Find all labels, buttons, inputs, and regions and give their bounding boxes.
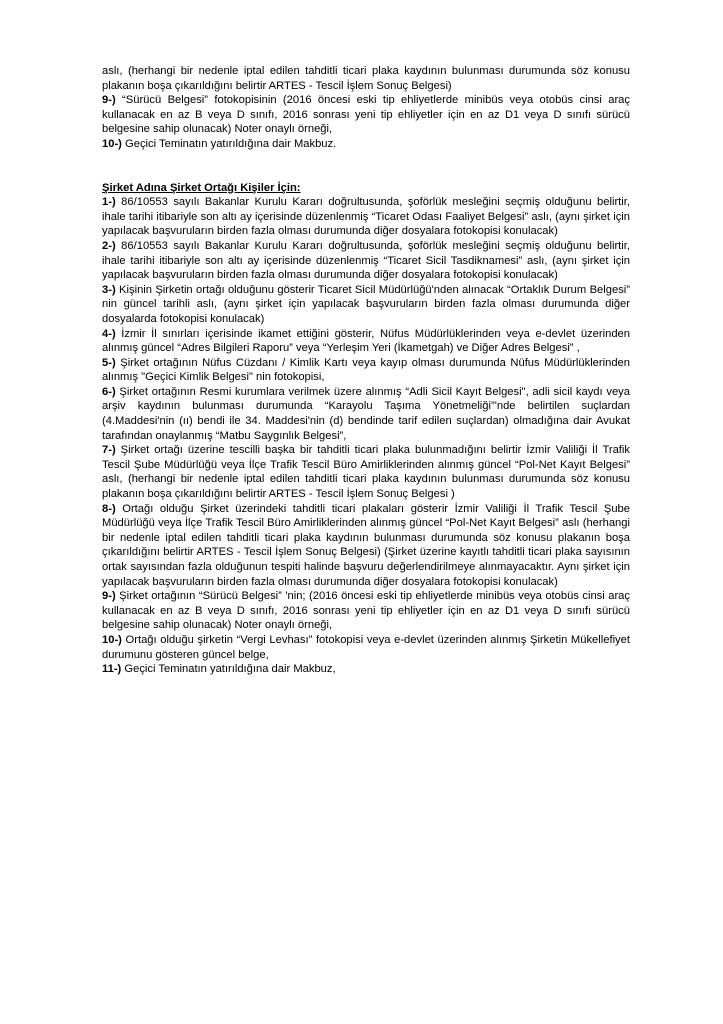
list-item <box>102 385 630 443</box>
item-number: 10-) <box>102 137 122 150</box>
item-text: Geçici Teminatın yatırıldığına dair Makbuz. <box>121 137 337 150</box>
list-item <box>102 283 630 327</box>
list-item <box>102 662 630 677</box>
list-item <box>102 356 630 385</box>
item-number: 11-) <box>102 663 122 676</box>
item-text: Şirket ortağının Resmi kurumlara verilmek üzere alınmış “Adli Sicil Kayıt Belgesi", adli sicil kaydı veya arşiv kaydının bulunması durumunda “Karayolu Taşıma Yönetmeliği”'nde belirtilen suçlardan (4.Maddesi'nin (ıı) bendi ile 34. Maddesi'nin (d) bendinde tarif edilen suçlardan) olmadığına dair Avukat tarafından onaylanmış “Matbu Saygınlık Belgesi”, <box>102 385 630 442</box>
item-number: 3-) <box>102 283 116 296</box>
item-number: 4-) <box>102 327 116 340</box>
item-number: 2-) <box>102 239 116 252</box>
document-page <box>102 64 630 677</box>
item-text: Geçici Teminatın yatırıldığına dair Makbuz, <box>121 663 336 676</box>
list-item <box>102 589 630 633</box>
item-text: 86/10553 sayılı Bakanlar Kurulu Kararı doğrultusunda, şoförlük mesleğini seçmiş olduğunu belirtir, ihale tarihi itibariyle son altı ay içerisinde düzenlenmiş “Ticaret Sicil Tasdiknamesi” aslı, (aynı şirket için yapılacak başvuruların birden fazla olması durumunda diğer dosyalara fotokopisi konulacak) <box>102 239 630 282</box>
item-text: 86/10553 sayılı Bakanlar Kurulu Kararı doğrultusunda, şoförlük mesleğini seçmiş olduğunu belirtir, ihale tarihi itibariyle son altı ay içerisinde düzenlenmiş “Ticaret Odası Faaliyet Belgesi” aslı, (aynı şirket için yapılacak başvuruların birden fazla olması durumunda diğer dosyalara fotokopisi konulacak) <box>102 196 630 238</box>
item-number: 1-) <box>102 196 116 209</box>
section-heading: Şirket Adına Şirket Ortağı Kişiler İçin: <box>102 181 301 194</box>
list-item <box>102 443 630 501</box>
list-item <box>102 195 630 239</box>
item-text: Ortağı olduğu Şirket üzerindeki tahditli ticari plakaları gösterir İzmir Valiliği İl Trafik Tescil Şube Müdürlüğü veya İlçe Trafik Tescil Büro Amirliklerinden alınmış güncel “Pol-Net Kayıt Belgesi” aslı (herhangi bir nedenle iptal edilen tahditli ticari plaka kaydının bulunması durumunda söz konusu plakanın boşa çıkarıldığını belirtir ARTES - Tescil İşlem Sonuç Belgesi) (Şirket üzerine kayıtlı tahditli ticari plaka sayısının ortak sayısından fazla olduğunun tespiti halinde başvuru değerlendirilmeye alınmayacaktır. Aynı şirket için yapılacak başvuruların birden fazla olması durumunda diğer dosyalara fotokopisi konulacak) <box>102 502 630 588</box>
section-list <box>102 195 630 677</box>
list-item <box>102 502 630 590</box>
item-number: 10-) <box>102 633 122 646</box>
item-text: Şirket ortağı üzerine tescilli başka bir tahditli ticari plaka bulunmadığını belirtir İzmir Valiliği İl Trafik Tescil Şube Müdürlüğü veya İlçe Trafik Tescil Büro Amirliklerinden alınmış güncel “Pol-Net Kayıt Belgesi” aslı, (herhangi bir nedenle iptal edilen tahditli ticari plaka kaydının bulunması durumunda söz konusu plakanın boşa çıkarıldığını belirtir ARTES - Tescil İşlem Sonuç Belgesi ) <box>102 444 630 501</box>
list-item <box>102 633 630 662</box>
item-text: Şirket ortağının “Sürücü Belgesi” 'nin; (2016 öncesi eski tip ehliyetlerde minibüs veya otobüs cinsi araç kullanacak en az B veya D sınıfı, 2016 sonrası yeni tip ehliyetler için en az D1 veya D sınıfı sürücü belgesine sahip olunacak) Noter onaylı örneği, <box>102 590 630 632</box>
list-item <box>102 327 630 356</box>
spacer <box>102 152 630 181</box>
item-number: 7-) <box>102 444 116 457</box>
item-number: 6-) <box>102 385 116 398</box>
list-item <box>102 239 630 283</box>
list-item <box>102 137 630 152</box>
item-text: Ortağı olduğu şirketin “Vergi Levhası” fotokopisi veya e-devlet üzerinden alınmış Şirketin Mükellefiyet durumunu gösteren güncel belge, <box>102 633 630 661</box>
intro-list <box>102 64 630 152</box>
item-number: 5-) <box>102 356 116 369</box>
list-item <box>102 93 630 137</box>
item-number: 9-) <box>102 590 116 603</box>
item-text: “Sürücü Belgesi” fotokopisinin (2016 öncesi eski tip ehliyetlerde minibüs veya otobüs cinsi araç kullanacak en az B veya D sınıfı, 2016 sonrası yeni tip ehliyetler için en az D1 veya D sınıfı sürücü belgesine sahip olunacak) Noter onaylı örneği, <box>102 94 630 136</box>
item-number: 9-) <box>102 94 116 107</box>
item-text: İzmir İl sınırları içerisinde ikamet ettiğini gösterir, Nüfus Müdürlüklerinden veya e-devlet üzerinden alınmış güncel “Adres Bilgileri Raporu” veya “Yerleşim Yeri (İkametgah) ve Diğer Adres Belgesi” , <box>102 327 630 355</box>
item-text: Kişinin Şirketin ortağı olduğunu gösterir Ticaret Sicil Müdürlüğü'nden alınacak “Ortaklık Durum Belgesi” nin güncel tarihli aslı, (aynı şirket için yapılacak başvuruların birden fazla olması durumunda diğer dosyalarda fotokopisi konulacak) <box>102 283 630 325</box>
item-text: Şirket ortağının Nüfus Cüzdanı / Kimlik Kartı veya kayıp olması durumunda Nüfus Müdürlüklerinden alınmış "Geçici Kimlik Belgesi" nin fotokopisi, <box>102 356 630 384</box>
item-number: 8-) <box>102 502 116 515</box>
list-item <box>102 64 630 93</box>
item-text: aslı, (herhangi bir nedenle iptal edilen tahditli ticari plaka kaydının bulunması durumunda söz konusu plakanın boşa çıkarıldığını belirtir ARTES - Tescil İşlem Sonuç Belgesi) <box>102 65 630 92</box>
